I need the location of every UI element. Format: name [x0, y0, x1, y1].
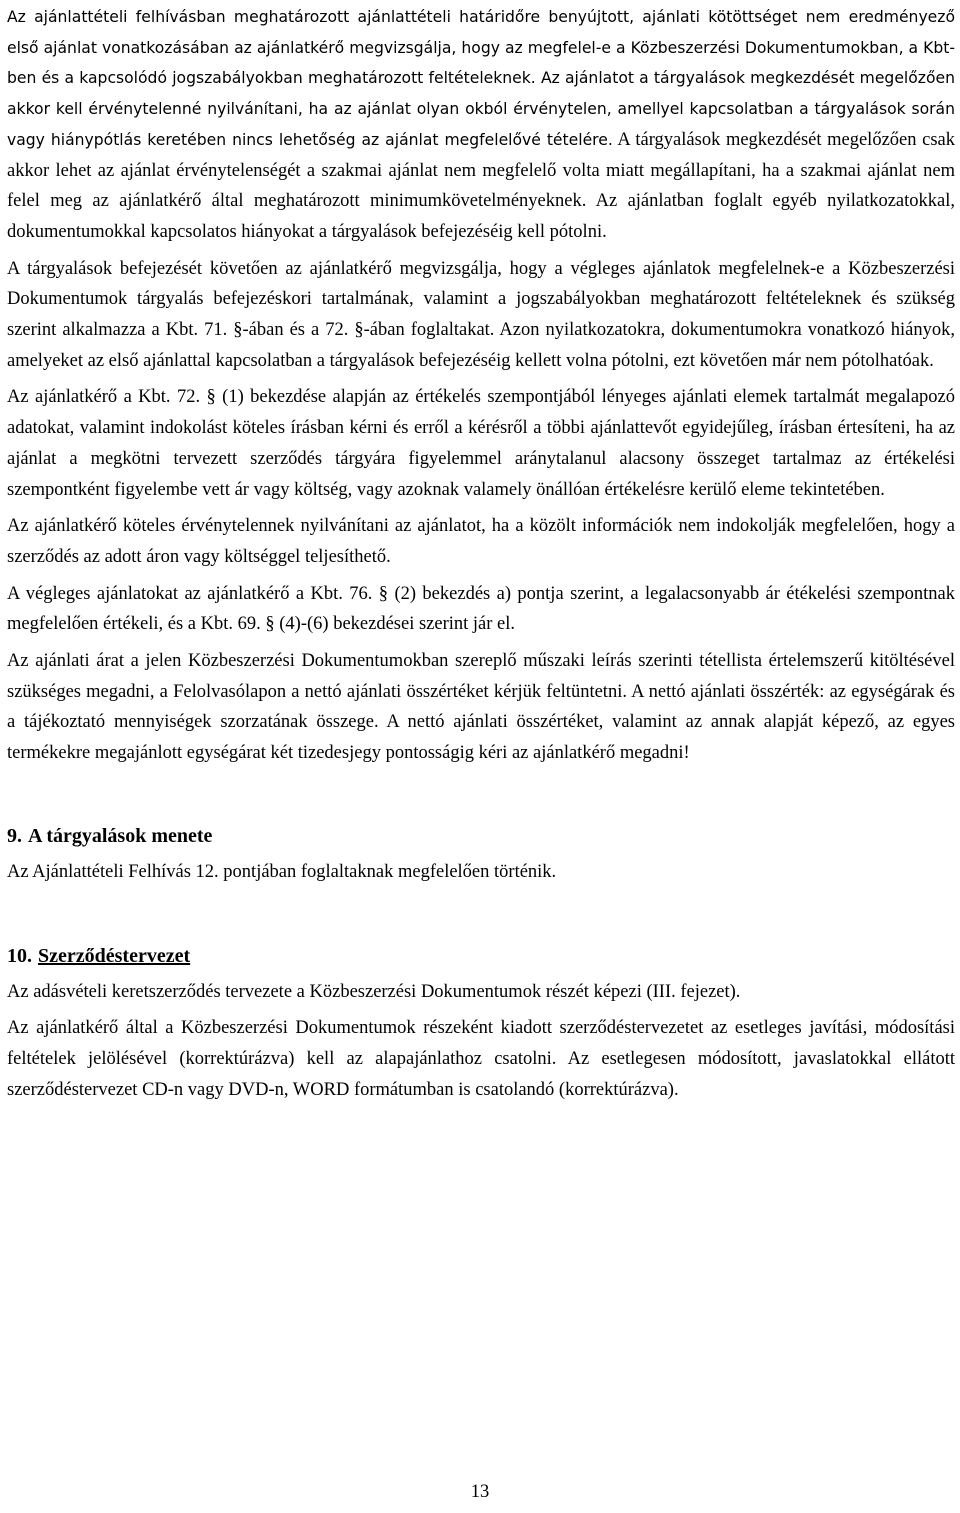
section-spacer — [7, 888, 955, 941]
page-number: 13 — [470, 1482, 490, 1502]
paragraph-final-offer-check: A tárgyalások befejezését követően az ajánlatkérő megvizsgálja, hogy a végleges ajánlatok megfelelnek-e a Közbeszerzési Dokumentumok tárgyalás befejezéskori tartalmának, valamint a jogszabályokban meghatározott feltételeknek és szükség szerint alkalmazza a Kbt. 71. §-ában és a 72. §-ában foglaltakat. Azon nyilatkozatokra, dokumentumokra vonatkozó hiányok, amelyeket az első ajánlattal kapcsolatban a tárgyalások befejezéséig kellett volna pótolni, ezt követően már nem pótolhatóak. — [7, 258, 955, 371]
paragraph-abnormally-low-price: Az ajánlatkérő a Kbt. 72. § (1) bekezdése alapján az értékelés szempontjából lényeges ajánlati elemek tartalmát megalapozó adatokat, valamint indokolást köteles írásban kérni és erről a kérésről a többi ajánlattevőt egyidejűleg, írásban értesíteni, ha az ajánlat a megkötni tervezett szerződés tárgyára figyelemmel aránytalanul alacsony összeget tartalmaz az értékelési szempontként figyelembe vett ár vagy költség, vagy azoknak valamely önállóan értékelésre kerülő eleme tekintetében. — [7, 387, 955, 500]
section-body-10-first: Az adásvételi keretszerződés tervezete a Közbeszerzési Dokumentumok részét képezi (III. fejezet). — [7, 981, 741, 1002]
section-body-9: Az Ajánlattételi Felhívás 12. pontjában foglaltaknak megfelelően történik. — [7, 861, 557, 882]
section-spacer — [7, 769, 955, 821]
section-heading-9 — [7, 821, 955, 851]
paragraph-first-offer-sans-part: Az ajánlattételi felhívásban meghatározott ajánlattételi határidőre benyújtott, ajánlati kötöttséget nem eredményező első ajánlat vonatkozásában az ajánlatkérő megvizsgálja, hogy az megfelel-e a Közbeszerzési Dokumentumokban, a Kbt-ben és a kapcsolódó jogszabályokban meghatározott feltételeknek. Az ajánlatot a tárgyalások megkezdését megelőzően akkor kell érvénytelenné nyilvánítani, ha az ajánlat olyan okból érvénytelen, amellyel kapcsolatban a tárgyalások során vagy hiánypótlás keretében nincs lehetőség az ajánlat megfelelővé tételére. — [7, 8, 955, 149]
section-number-10: 10. — [7, 944, 32, 967]
section-title-9: A tárgyalások menete — [28, 824, 213, 847]
paragraph-offer-price: Az ajánlati árat a jelen Közbeszerzési Dokumentumokban szereplő műszaki leírás szerinti tétellista értelemszerű kitöltésével szükséges megadni, a Felolvasólapon a nettó ajánlati összértéket kérjük feltüntetni. A nettó ajánlati összérték: az egységárak és a tájékoztató mennyiségek szorzatának összege. A nettó ajánlati összértéket, valamint az annak alapját képező, az egyes termékekre megajánlott egységárat két tizedesjegy pontosságig kéri az ajánlatkérő megadni! — [7, 651, 955, 764]
section-body-10-second: Az ajánlatkérő által a Közbeszerzési Dokumentumok részeként kiadott szerződéstervezetet az esetleges javítási, módosítási feltételek jelölésével (korrektúrázva) kell az alapajánlathoz csatolni. Az esetlegesen módosított, javaslatokkal ellátott szerződéstervezet CD-n vagy DVD-n, WORD formátumban is csatolandó (korrektúrázva). — [7, 1018, 955, 1100]
paragraph-evaluation-criteria: A végleges ajánlatokat az ajánlatkérő a Kbt. 76. § (2) bekezdés a) pontja szerint, a legalacsonyabb ár étékelési szempontnak megfelelően értékeli, és a Kbt. 69. § (4)-(6) bekezdései szerint jár el. — [7, 583, 955, 635]
document-page — [7, 2, 955, 1105]
section-heading-10 — [7, 941, 955, 971]
section-number-9: 9. — [7, 824, 22, 847]
section-title-10: Szerződéstervezet — [38, 944, 191, 967]
paragraph-invalidity: Az ajánlatkérő köteles érvénytelennek nyilvánítani az ajánlatot, ha a közölt információk nem indokolják megfelelően, hogy a szerződés az adott áron vagy költséggel teljesíthető. — [7, 516, 955, 567]
paragraph-first-offer-evaluation — [7, 2, 955, 248]
paragraph-first-offer-serif-part: A tárgyalások megkezdését megelőzően csak akkor lehet az ajánlat érvénytelenségét a szakmai ajánlat nem megfelelő volta miatt megállapítani, ha a szakmai ajánlat nem felel meg az ajánlatkérő által meghatározott minimumkövetelményeknek. Az ajánlatban foglalt egyéb nyilatkozatokkal, dokumentumokkal kapcsolatos hiányokat a tárgyalások befejezéséig kell pótolni. — [7, 129, 956, 242]
